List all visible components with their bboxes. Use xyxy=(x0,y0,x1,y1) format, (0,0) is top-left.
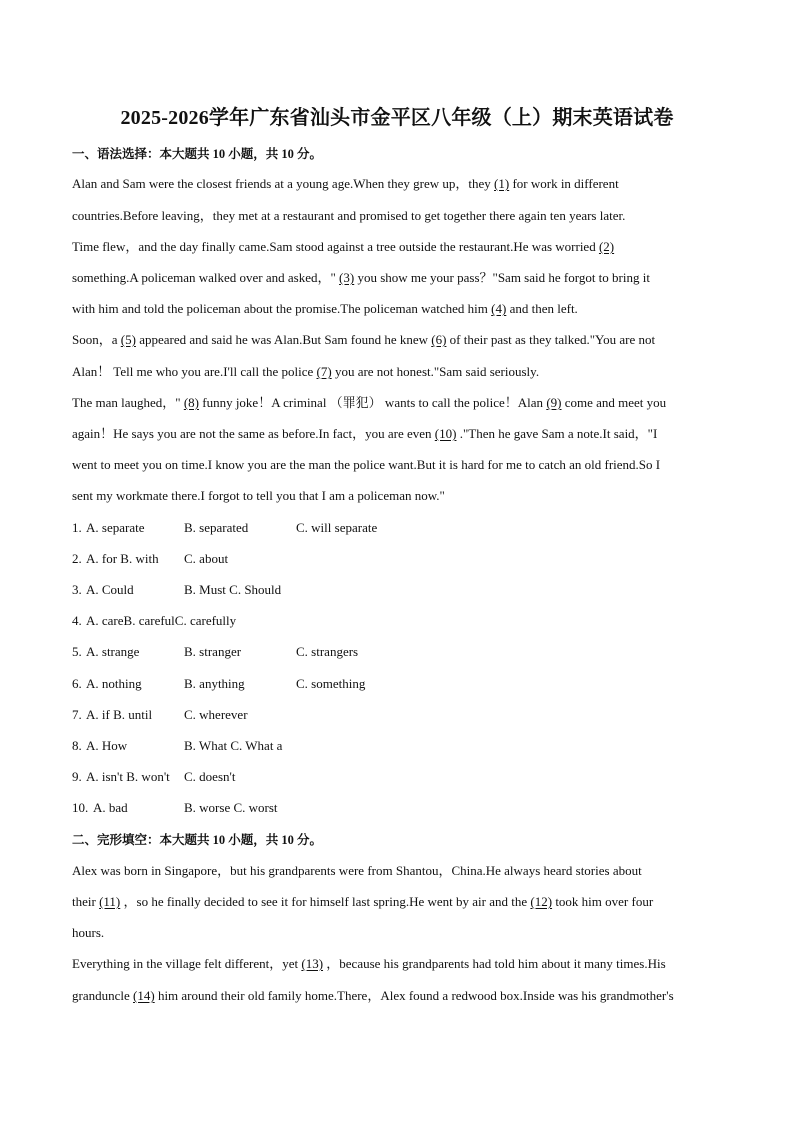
option-a: A. bad xyxy=(93,800,128,815)
question-number: 4. xyxy=(72,613,82,628)
text-run: and then left. xyxy=(509,301,578,316)
option-c: C. doesn't xyxy=(184,769,236,784)
question-number: 8. xyxy=(72,738,82,753)
text-run: went to meet you on time.I know you are the man the police want.But it is hard for me to catch an old friend.So I xyxy=(72,457,661,472)
text-run: again！He says you are not the same as before.In fact，you are even xyxy=(72,426,432,441)
passage-line xyxy=(72,425,657,443)
text-run: appeared and said he was Alan.But Sam found he knew xyxy=(139,332,428,347)
option-a: A. Could xyxy=(86,582,134,597)
option-a: A. if B. until xyxy=(86,707,153,722)
passage-line xyxy=(72,862,642,880)
text-run: come and meet you xyxy=(564,395,667,410)
question-number: 10. xyxy=(72,800,89,815)
text-run: granduncle xyxy=(72,988,130,1003)
passage-line xyxy=(72,238,614,256)
text-run: you are not honest."Sam said seriously. xyxy=(334,364,540,379)
blank-8: (8) xyxy=(183,395,199,410)
option-a: A. nothing xyxy=(86,676,142,691)
passage-line xyxy=(72,269,650,287)
passage-line xyxy=(72,207,625,225)
text-run: ，because his grandparents had told him about it many times.His xyxy=(326,956,666,971)
option-b: B. What C. What a xyxy=(184,738,283,753)
passage-line xyxy=(72,924,104,942)
question-number: 7. xyxy=(72,707,82,722)
passage-line xyxy=(72,456,660,474)
question-number: 6. xyxy=(72,676,82,691)
blank-10: (10) xyxy=(434,426,457,441)
question-number: 2. xyxy=(72,551,82,566)
option-c: C. will separate xyxy=(296,520,378,535)
text-run: sent my workmate there.I forgot to tell you that I am a policeman now." xyxy=(72,488,445,503)
passage-line xyxy=(72,987,674,1005)
blank-4: (4) xyxy=(491,301,507,316)
option-b: B. worse C. worst xyxy=(184,800,278,815)
text-run: their xyxy=(72,894,96,909)
option-c: C. wherever xyxy=(184,707,248,722)
option-a: A. How xyxy=(86,738,128,753)
option-c: C. about xyxy=(184,551,229,566)
text-run: Alan！ Tell me who you are.I'll call the police xyxy=(72,364,314,379)
passage-line xyxy=(72,893,653,911)
blank-7: (7) xyxy=(316,364,332,379)
passage-line xyxy=(72,487,445,505)
text-run: Soon，a xyxy=(72,332,118,347)
option-b: B. Must C. Should xyxy=(184,582,282,597)
option-a: A. strange xyxy=(86,644,140,659)
option-c: C. something xyxy=(296,676,366,691)
text-run: funny joke！A criminal （罪犯） wants to call the police！Alan xyxy=(202,395,544,410)
text-run: you show me your pass？"Sam said he forgot to bring it xyxy=(357,270,650,285)
blank-11: (11) xyxy=(99,894,121,909)
text-run: ."Then he gave Sam a note.It said，"I xyxy=(459,426,658,441)
option-c: C. strangers xyxy=(296,644,359,659)
text-run: The man laughed，" xyxy=(72,395,181,410)
text-run: something.A policeman walked over and asked，" xyxy=(72,270,336,285)
exam-title: 2025-2026学年广东省汕头市金平区八年级（上）期末英语试卷 xyxy=(120,107,674,129)
passage-line xyxy=(72,394,666,412)
question-number: 9. xyxy=(72,769,82,784)
passage-line xyxy=(72,955,666,973)
question-number: 1. xyxy=(72,520,82,535)
text-run: Alan and Sam were the closest friends at a young age.When they grew up，they xyxy=(72,176,491,191)
blank-6: (6) xyxy=(431,332,447,347)
blank-3: (3) xyxy=(339,270,355,285)
option-a: A. separate xyxy=(86,520,145,535)
text-run: Everything in the village felt different，yet xyxy=(72,956,299,971)
text-run: Alex was born in Singapore，but his grandparents were from Shantou，China.He always heard stories about xyxy=(72,863,642,878)
text-run: of their past as they talked."You are not xyxy=(449,332,656,347)
blank-9: (9) xyxy=(546,395,562,410)
question-number: 3. xyxy=(72,582,82,597)
text-run: countries.Before leaving，they met at a restaurant and promised to get together there again ten years later. xyxy=(72,208,626,223)
option-a: A. for B. with xyxy=(86,551,159,566)
blank-2: (2) xyxy=(598,239,615,254)
option-b: B. stranger xyxy=(184,644,242,659)
text-run: Time flew，and the day finally came.Sam stood against a tree outside the restaurant.He was worried xyxy=(72,239,596,254)
text-run: hours. xyxy=(72,925,105,940)
text-run: him around their old family home.There，Alex found a redwood box.Inside was his grandmother's xyxy=(157,988,674,1003)
passage-line xyxy=(72,363,539,381)
blank-14: (14) xyxy=(133,988,155,1003)
section-1-heading: 一、语法选择：本大题共 10 小题，共 10 分。 xyxy=(72,147,323,161)
blank-12: (12) xyxy=(530,894,553,909)
text-run: took him over four xyxy=(555,894,654,909)
text-run: with him and told the policeman about the promise.The policeman watched him xyxy=(72,301,488,316)
option-b: B. anything xyxy=(184,676,245,691)
text-run: for work in different xyxy=(512,176,619,191)
passage-line xyxy=(72,300,578,318)
section-2-heading: 二、完形填空：本大题共 10 小题，共 10 分。 xyxy=(72,833,323,847)
blank-13: (13) xyxy=(301,956,324,971)
blank-5: (5) xyxy=(120,332,136,347)
text-run: ，so he finally decided to see it for himself last spring.He went by air and the xyxy=(123,894,528,909)
option-b: B. separated xyxy=(184,520,249,535)
blank-1: (1) xyxy=(494,176,510,191)
passage-line xyxy=(72,175,619,193)
option-a: A. isn't B. won't xyxy=(86,769,170,784)
passage-line xyxy=(72,331,655,349)
option-a: A. careB. carefulC. carefully xyxy=(86,613,237,628)
question-number: 5. xyxy=(72,644,82,659)
